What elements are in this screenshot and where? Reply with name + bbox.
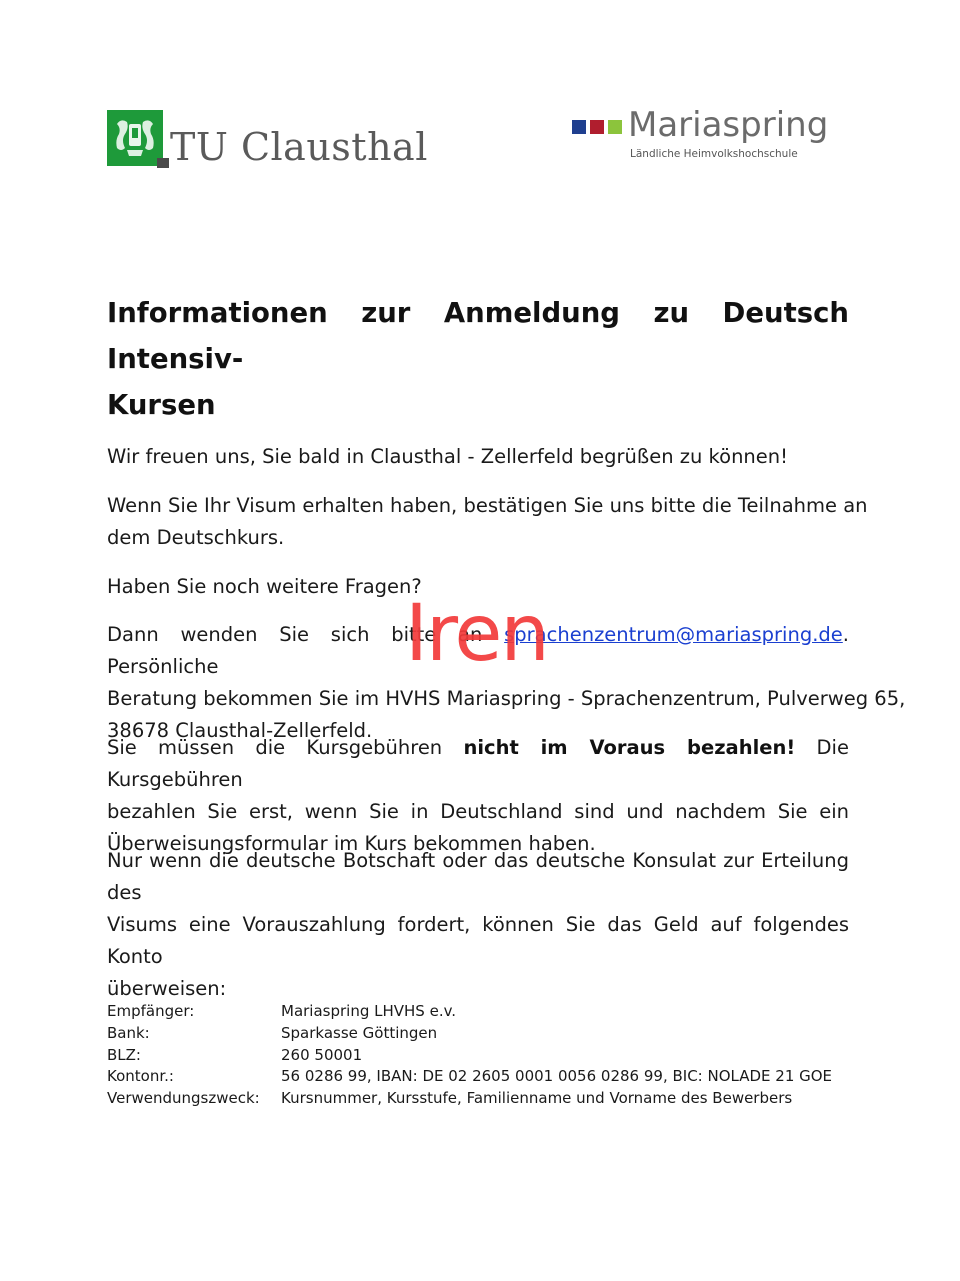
mariaspring-logo-text: Mariaspring [628, 105, 829, 145]
visa-line-1: Wenn Sie Ihr Visum erhalten haben, bestätigen Sie uns bitte die Teilnahme an [107, 494, 868, 517]
ms-square-green [608, 120, 622, 134]
bank-details [107, 1002, 867, 1111]
questions-text: Haben Sie noch weitere Fragen? [107, 575, 422, 598]
paragraph-prepayment [107, 845, 849, 1005]
ms-square-red [590, 120, 604, 134]
bank-label: BLZ: [107, 1045, 141, 1064]
bank-row-bank [107, 1024, 867, 1046]
bank-label: Bank: [107, 1023, 150, 1042]
tu-seal-icon [107, 110, 163, 166]
bank-row-recipient [107, 1002, 867, 1024]
visa-line-2: dem Deutschkurs. [107, 526, 285, 549]
ms-square-blue [572, 120, 586, 134]
bank-label: Empfänger: [107, 1002, 195, 1020]
bank-label: Kontonr.: [107, 1067, 174, 1086]
bank-value: Kursnummer, Kursstufe, Familienname und Vorname des Bewerbers [281, 1089, 793, 1108]
fees-line-2: bezahlen Sie erst, wenn Sie in Deutschland sind und nachdem Sie ein [107, 800, 849, 823]
contact-pre-text: Dann wenden Sie sich bitte an [107, 623, 505, 646]
fees-line-3: Überweisungsformular im Kurs bekommen haben. [107, 832, 596, 855]
paragraph-fees [107, 732, 849, 860]
prepayment-line-3: überweisen: [107, 977, 227, 1000]
mariaspring-logo [572, 105, 852, 164]
mariaspring-logo-subtitle: Ländliche Heimvolkshochschule [630, 148, 798, 160]
red-overlay-stamp: Iren [405, 589, 548, 679]
bank-value: 260 50001 [281, 1045, 363, 1064]
prepayment-line-1: Nur wenn die deutsche Botschaft oder das deutsche Konsulat zur Erteilung des [107, 849, 849, 904]
paragraph-visa-confirmation [107, 490, 868, 554]
prepayment-line-2: Visums eine Vorauszahlung fordert, können Sie das Geld auf folgendes Konto [107, 913, 849, 968]
paragraph-welcome [107, 441, 849, 473]
bank-row-blz [107, 1046, 867, 1068]
bank-row-purpose [107, 1089, 867, 1111]
bank-label: Verwendungszweck: [107, 1089, 260, 1108]
bank-row-account [107, 1067, 867, 1089]
tu-clausthal-logo [107, 110, 427, 172]
fees-line-1 [107, 732, 849, 796]
page-title [107, 290, 849, 428]
fees-bold-text: nicht im Voraus bezahlen! [463, 736, 796, 759]
contact-post-text: . Persönliche [107, 623, 849, 678]
welcome-text: Wir freuen uns, Sie bald in Clausthal - Zellerfeld begrüßen zu können! [107, 445, 788, 468]
page-title-line-1: Informationen zur Anmeldung zu Deutsch Intensiv- [107, 297, 849, 375]
bank-value: Mariaspring LHVHS e.v. [281, 1002, 457, 1020]
email-link[interactable]: sprachenzentrum@mariaspring.de [504, 623, 843, 646]
tu-logo-text: TU Clausthal [170, 125, 428, 169]
page-title-line-2: Kursen [107, 389, 216, 421]
tu-corner-square [157, 158, 169, 168]
fees-post-text: Die Kursgebühren [107, 736, 849, 791]
bank-value: 56 0286 99, IBAN: DE 02 2605 0001 0056 0286 99, BIC: NOLADE 21 GOE [281, 1067, 833, 1086]
bank-value: Sparkasse Göttingen [281, 1023, 438, 1042]
contact-line-3: 38678 Clausthal-Zellerfeld. [107, 719, 373, 742]
fees-pre-text: Sie müssen die Kursgebühren [107, 736, 464, 759]
contact-line-2: Beratung bekommen Sie im HVHS Mariaspring - Sprachenzentrum, Pulverweg 65, [107, 687, 906, 710]
